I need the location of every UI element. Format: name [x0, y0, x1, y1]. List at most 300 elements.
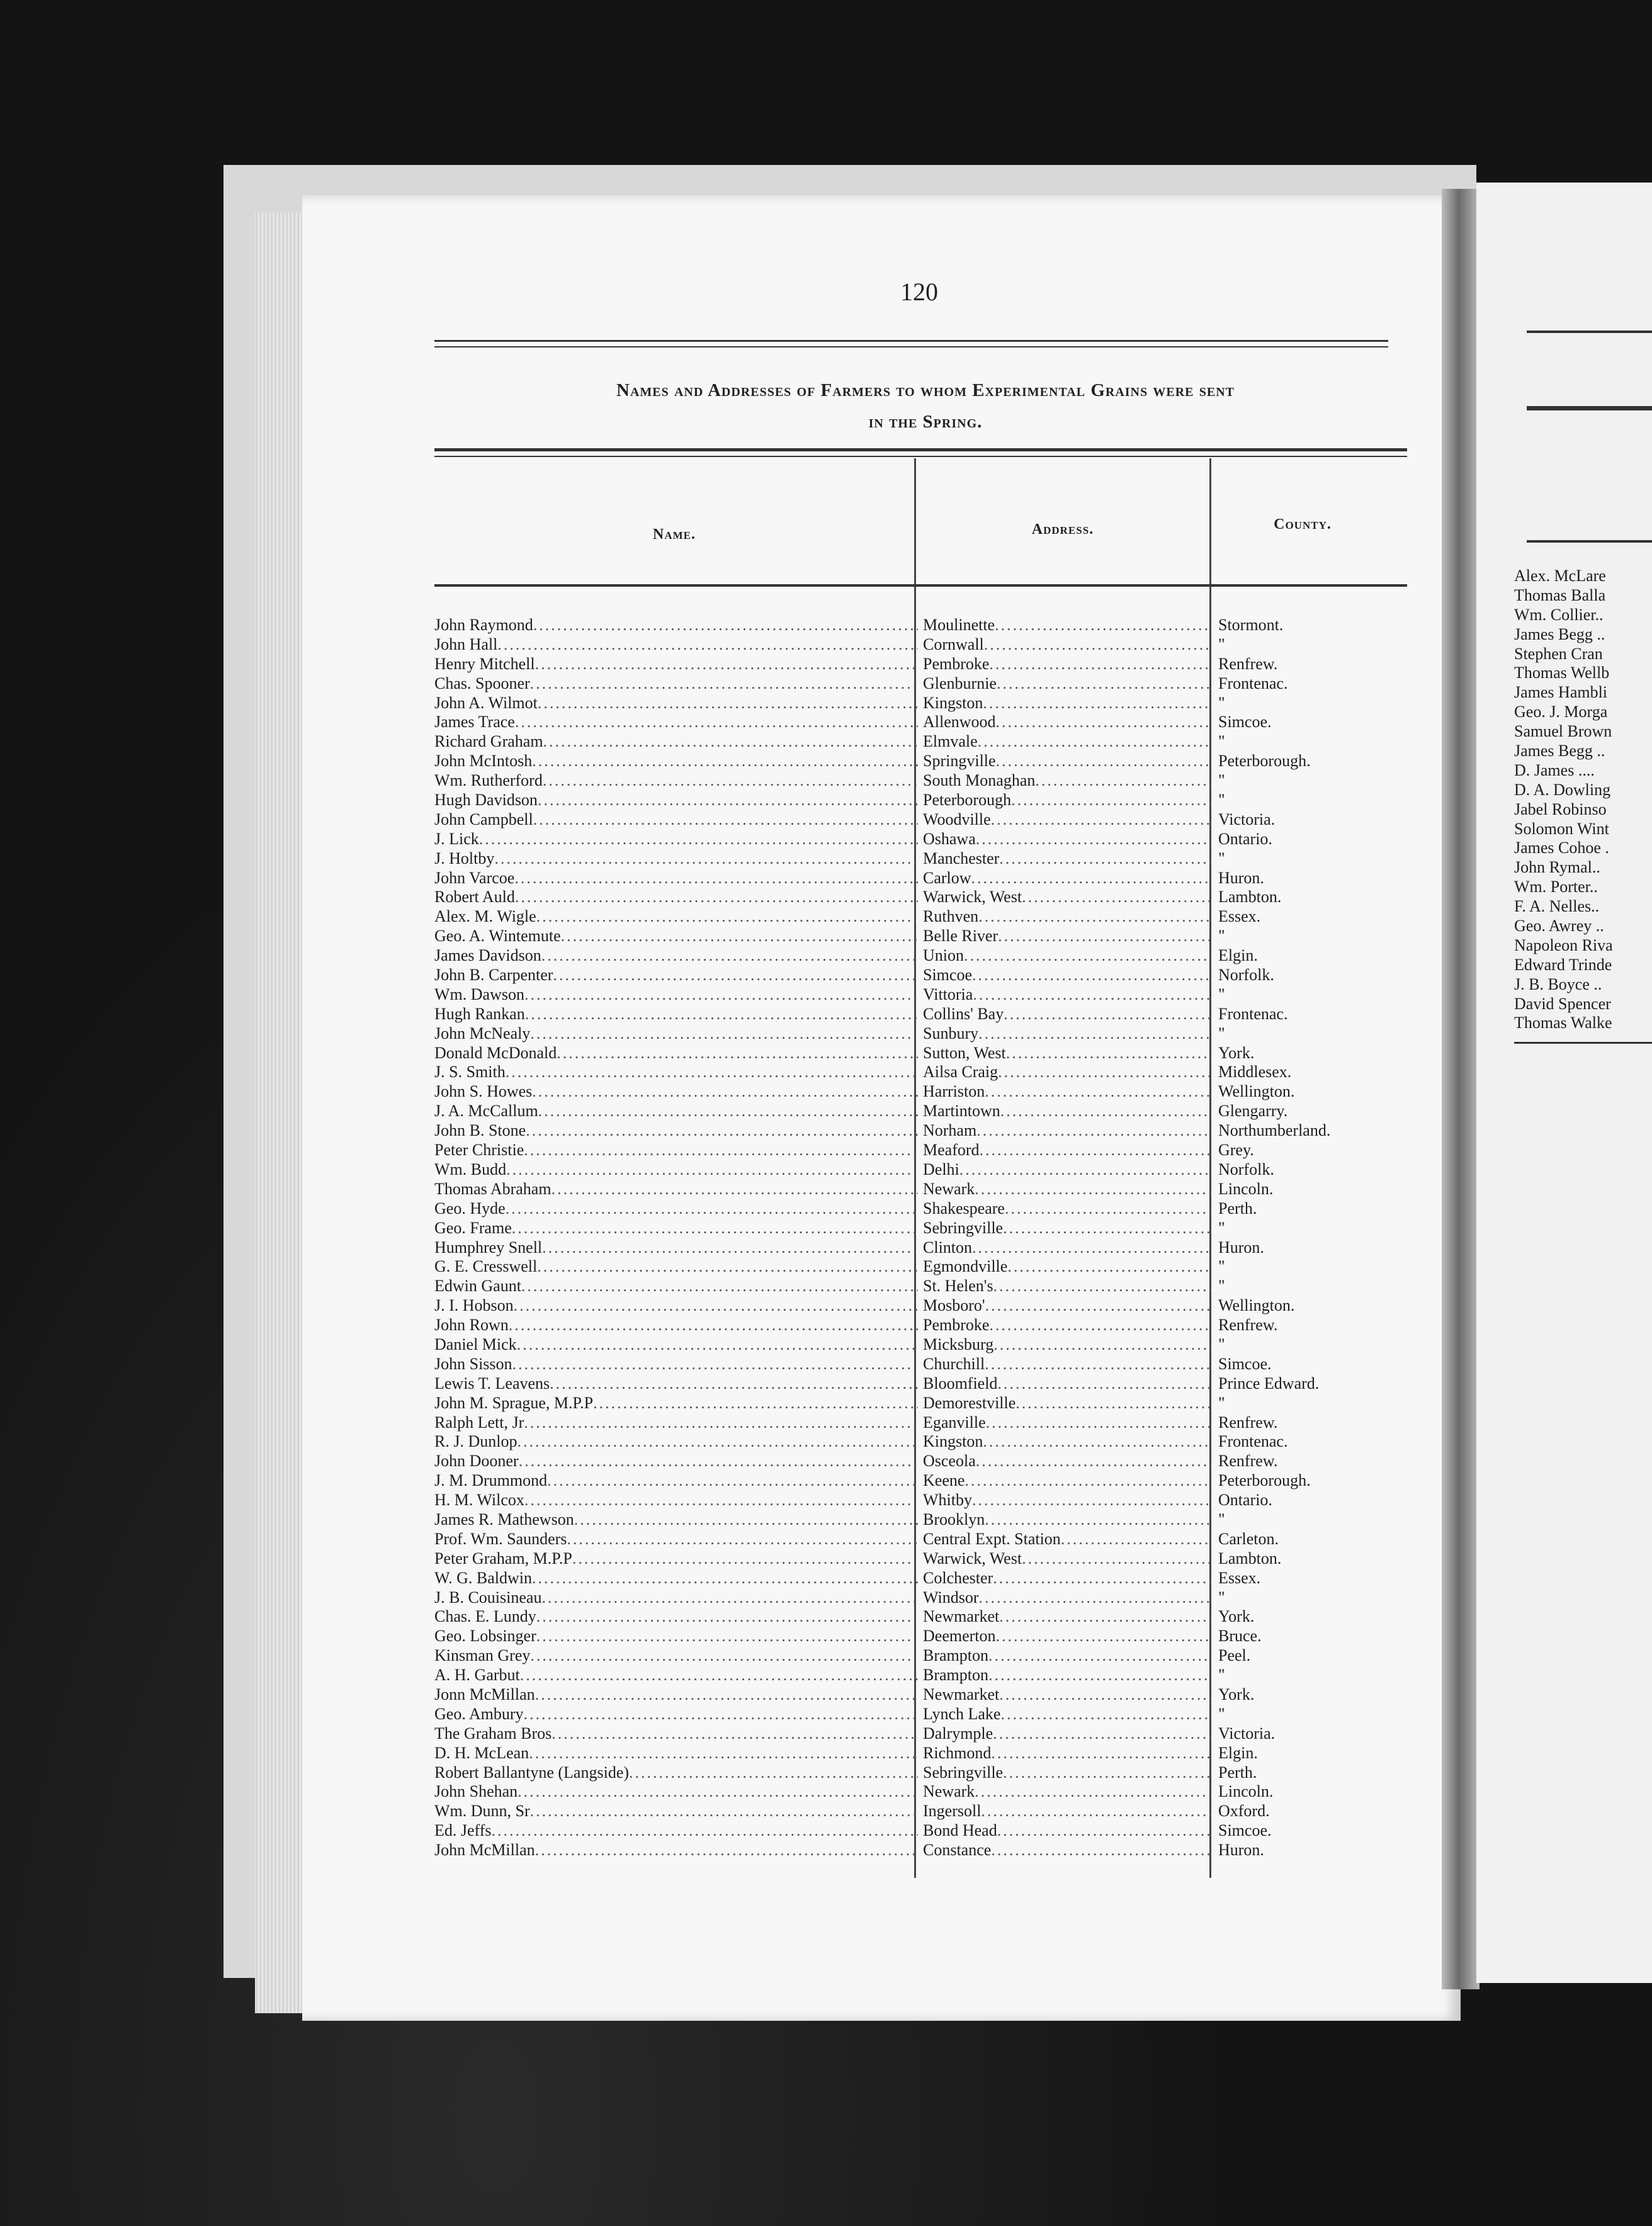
county-cell	[1218, 1005, 1401, 1024]
dot-leader	[512, 1219, 918, 1238]
farmer-table-body	[434, 616, 1391, 1860]
table-row	[434, 1355, 1391, 1374]
dot-leader	[1011, 791, 1211, 810]
dot-leader	[1000, 1102, 1211, 1121]
address-text: Elmvale	[923, 732, 978, 751]
address-cell	[923, 1238, 1211, 1258]
name-text: John Dooner	[434, 1452, 519, 1471]
address-cell	[923, 752, 1211, 771]
dot-leader	[542, 1238, 918, 1258]
name-text: Geo. A. Wintemute	[434, 927, 561, 946]
address-cell	[923, 1685, 1211, 1705]
dot-leader	[975, 1782, 1211, 1802]
county-text: Victoria.	[1218, 1724, 1276, 1743]
table-row	[434, 1782, 1391, 1802]
county-cell	[1218, 907, 1401, 927]
table-row	[434, 1257, 1391, 1277]
name-text: John A. Wilmot	[434, 693, 538, 712]
address-text: Keene	[923, 1471, 965, 1490]
facing-page-name: Alex. McLare	[1514, 567, 1606, 585]
dot-leader	[532, 752, 918, 771]
county-cell	[1218, 1666, 1401, 1685]
address-cell	[923, 1355, 1211, 1374]
dot-leader	[506, 1199, 918, 1219]
name-text: Chas. Spooner	[434, 674, 530, 692]
address-text: Newmarket	[923, 1607, 1000, 1626]
facing-page-name: James Begg ..	[1514, 742, 1605, 760]
dot-leader	[996, 1627, 1211, 1646]
address-cell	[923, 635, 1211, 655]
name-cell	[434, 1782, 918, 1802]
table-row	[434, 732, 1391, 752]
name-cell	[434, 1763, 918, 1783]
name-text: John S. Howes	[434, 1082, 533, 1101]
address-text: St. Helen's	[923, 1277, 993, 1296]
table-row	[434, 1063, 1391, 1082]
address-text: Sutton, West	[923, 1043, 1006, 1062]
address-cell	[923, 1802, 1211, 1821]
address-text: Clinton	[923, 1238, 973, 1257]
address-text: Shakespeare	[923, 1199, 1005, 1218]
dot-leader	[541, 946, 918, 966]
county-cell	[1218, 732, 1401, 752]
table-row	[434, 1082, 1391, 1102]
table-row	[434, 1141, 1391, 1160]
name-text: John B. Carpenter	[434, 966, 553, 985]
name-cell	[434, 1607, 918, 1627]
address-cell	[923, 1569, 1211, 1588]
table-row	[434, 1180, 1391, 1199]
address-cell	[923, 1432, 1211, 1452]
name-cell	[434, 1063, 918, 1082]
name-text: A. H. Garbut	[434, 1666, 520, 1685]
facing-page-name: Edward Trinde	[1514, 955, 1612, 974]
county-cell	[1218, 1180, 1401, 1199]
dot-leader	[976, 830, 1211, 849]
table-row	[434, 1413, 1391, 1433]
name-cell	[434, 907, 918, 927]
dot-leader	[536, 907, 918, 927]
dot-leader	[543, 732, 918, 752]
dot-leader	[1022, 888, 1211, 907]
county-cell	[1218, 1082, 1401, 1102]
address-cell	[923, 1394, 1211, 1413]
dot-leader	[535, 1841, 918, 1860]
dot-leader	[629, 1763, 918, 1783]
dot-leader	[518, 1782, 918, 1802]
county-text: Essex.	[1218, 907, 1261, 926]
dot-leader	[561, 927, 918, 946]
address-cell	[923, 1782, 1211, 1802]
dot-leader	[514, 869, 918, 888]
dot-leader	[993, 1724, 1211, 1744]
table-row	[434, 1199, 1391, 1219]
name-cell	[434, 752, 918, 771]
county-cell	[1218, 655, 1401, 674]
address-text: Glenburnie	[923, 674, 997, 692]
name-text: John Campbell	[434, 810, 533, 828]
name-cell	[434, 1394, 918, 1413]
address-text: Norham	[923, 1121, 977, 1140]
facing-page-name: D. A. Dowling	[1514, 780, 1611, 799]
county-cell	[1218, 869, 1401, 888]
county-text: Simcoe.	[1218, 713, 1272, 732]
address-cell	[923, 1744, 1211, 1763]
name-text: D. H. McLean	[434, 1743, 529, 1762]
dot-leader	[1007, 1257, 1211, 1277]
name-text: Richard Graham	[434, 732, 543, 751]
table-row	[434, 1296, 1391, 1316]
table-row	[434, 985, 1391, 1005]
address-text: Egmondville	[923, 1257, 1008, 1276]
name-text: John Hall	[434, 635, 498, 653]
county-cell	[1218, 1821, 1401, 1841]
address-text: Manchester	[923, 849, 1000, 867]
county-cell	[1218, 752, 1401, 771]
name-text: James Trace	[434, 713, 515, 732]
table-row	[434, 888, 1391, 907]
table-row	[434, 966, 1391, 985]
address-cell	[923, 1705, 1211, 1724]
table-row	[434, 810, 1391, 830]
county-cell	[1218, 674, 1401, 694]
county-cell	[1218, 1452, 1401, 1471]
dot-leader	[972, 966, 1211, 985]
address-cell	[923, 1413, 1211, 1433]
table-row	[434, 1705, 1391, 1724]
dot-leader	[526, 1121, 918, 1141]
address-text: Deemerton	[923, 1627, 996, 1646]
name-cell	[434, 1160, 918, 1180]
county-text: Lambton.	[1218, 1549, 1282, 1568]
facing-page-name: James Cohoe .	[1514, 839, 1609, 857]
dot-leader	[557, 1044, 918, 1063]
address-cell	[923, 1005, 1211, 1024]
name-text: Thomas Abraham	[434, 1179, 552, 1198]
dot-leader	[552, 1724, 918, 1744]
dot-leader	[1003, 1219, 1211, 1238]
table-row	[434, 1394, 1391, 1413]
table-row	[434, 1374, 1391, 1394]
table-row	[434, 1024, 1391, 1044]
dot-leader	[593, 1394, 918, 1413]
dot-leader	[986, 1413, 1211, 1433]
county-text: Perth.	[1218, 1763, 1257, 1782]
table-row	[434, 713, 1391, 732]
name-text: Edwin Gaunt	[434, 1277, 521, 1296]
county-text: Huron.	[1218, 1841, 1264, 1860]
table-row	[434, 655, 1391, 674]
facing-page-name: Solomon Wint	[1514, 819, 1609, 838]
dot-leader	[479, 830, 918, 849]
county-cell	[1218, 849, 1401, 869]
county-cell	[1218, 1160, 1401, 1180]
address-cell	[923, 946, 1211, 966]
name-text: Hugh Rankan	[434, 1004, 525, 1023]
dot-leader	[525, 1005, 918, 1024]
dot-leader	[1061, 1530, 1211, 1549]
name-text: Donald McDonald	[434, 1043, 557, 1062]
county-text: Prince Edward.	[1218, 1374, 1320, 1393]
header-bottom-rule	[434, 584, 1407, 587]
name-text: The Graham Bros	[434, 1724, 552, 1743]
address-text: Micksburg	[923, 1335, 994, 1353]
name-cell	[434, 1141, 918, 1160]
name-cell	[434, 1530, 918, 1549]
county-text: "	[1218, 791, 1225, 810]
address-text: Whitby	[923, 1491, 972, 1510]
county-text: Renfrew.	[1218, 654, 1278, 673]
name-text: Robert Ballantyne (Langside)	[434, 1763, 630, 1782]
address-text: Sebringville	[923, 1218, 1004, 1237]
address-cell	[923, 869, 1211, 888]
dot-leader	[530, 1646, 918, 1666]
name-cell	[434, 1802, 918, 1821]
address-cell	[923, 1180, 1211, 1199]
dot-leader	[991, 1744, 1211, 1763]
county-text: "	[1218, 1588, 1225, 1607]
dot-leader	[993, 1569, 1211, 1588]
facing-page	[1476, 183, 1652, 1983]
dot-leader	[991, 1841, 1211, 1860]
county-cell	[1218, 1569, 1401, 1588]
name-cell	[434, 966, 918, 985]
county-text: Glengarry.	[1218, 1102, 1288, 1121]
address-text: Bloomfield	[923, 1374, 998, 1393]
column-header-address: Address.	[1031, 521, 1094, 538]
dot-leader	[512, 1355, 918, 1374]
header-rule-top	[434, 340, 1388, 342]
name-text: J. Lick	[434, 829, 479, 848]
table-row	[434, 1219, 1391, 1238]
name-text: Wm. Rutherford	[434, 771, 543, 790]
name-cell	[434, 771, 918, 791]
county-cell	[1218, 1841, 1401, 1860]
county-text: Perth.	[1218, 1199, 1257, 1218]
county-text: Lincoln.	[1218, 1179, 1274, 1198]
dot-leader	[979, 1588, 1212, 1608]
name-text: Ed. Jeffs	[434, 1821, 492, 1840]
dot-leader	[541, 1588, 918, 1608]
name-cell	[434, 985, 918, 1005]
name-text: John B. Stone	[434, 1121, 526, 1140]
dot-leader	[972, 1491, 1211, 1510]
table-row	[434, 1530, 1391, 1549]
address-text: Demorestville	[923, 1393, 1016, 1412]
table-row	[434, 616, 1391, 635]
table-row	[434, 927, 1391, 946]
address-text: Peterborough	[923, 791, 1012, 810]
table-row	[434, 1685, 1391, 1705]
name-cell	[434, 830, 918, 849]
address-cell	[923, 966, 1211, 985]
county-text: Renfrew.	[1218, 1413, 1278, 1432]
name-cell	[434, 1102, 918, 1121]
name-text: Wm. Dunn, Sr	[434, 1802, 530, 1821]
dot-leader	[517, 1335, 918, 1355]
dot-leader	[543, 771, 918, 791]
address-text: South Monaghan	[923, 771, 1036, 790]
address-text: Pembroke	[923, 1316, 990, 1335]
county-text: Lambton.	[1218, 888, 1282, 907]
table-row	[434, 1646, 1391, 1666]
name-text: John Varcoe	[434, 868, 515, 887]
county-text: Carleton.	[1218, 1529, 1279, 1548]
county-text: Middlesex.	[1218, 1063, 1292, 1082]
dot-leader	[506, 1160, 918, 1180]
table-row	[434, 1491, 1391, 1510]
address-cell	[923, 1219, 1211, 1238]
dot-leader	[1000, 1705, 1211, 1724]
name-text: J. Holtby	[434, 849, 495, 867]
facing-page-name: Geo. J. Morga	[1514, 703, 1608, 721]
facing-page-name: J. B. Boyce ..	[1514, 975, 1602, 993]
dot-leader	[991, 810, 1211, 830]
address-text: Central Expt. Station	[923, 1529, 1061, 1548]
table-row	[434, 1121, 1391, 1141]
address-text: Dalrymple	[923, 1724, 993, 1743]
name-cell	[434, 655, 918, 674]
dot-leader	[567, 1530, 918, 1549]
name-text: Humphrey Snell	[434, 1238, 543, 1257]
dot-leader	[978, 732, 1211, 752]
county-cell	[1218, 1588, 1401, 1608]
dot-leader	[988, 1646, 1211, 1666]
facing-page-rule	[1527, 406, 1652, 410]
county-cell	[1218, 1607, 1401, 1627]
county-text: Victoria.	[1218, 810, 1276, 828]
address-cell	[923, 674, 1211, 694]
dot-leader	[985, 1355, 1211, 1374]
name-text: Daniel Mick	[434, 1335, 517, 1353]
county-cell	[1218, 1374, 1401, 1394]
dot-leader	[536, 1627, 918, 1646]
dot-leader	[985, 1296, 1211, 1316]
dot-leader	[514, 1296, 918, 1316]
county-cell	[1218, 1413, 1401, 1433]
name-cell	[434, 1277, 918, 1296]
dot-leader	[993, 1277, 1211, 1296]
county-text: Bruce.	[1218, 1627, 1262, 1646]
county-cell	[1218, 1627, 1401, 1646]
county-cell	[1218, 1549, 1401, 1569]
dot-leader	[997, 1374, 1211, 1394]
dot-leader	[983, 694, 1211, 713]
name-text: Jonn McMillan	[434, 1685, 535, 1703]
address-cell	[923, 616, 1211, 635]
name-cell	[434, 1549, 918, 1569]
county-text: Huron.	[1218, 868, 1264, 887]
dot-leader	[529, 1744, 918, 1763]
name-text: Hugh Davidson	[434, 791, 538, 810]
dot-leader	[989, 1316, 1211, 1335]
address-text: Constance	[923, 1841, 992, 1860]
county-text: Frontenac.	[1218, 1432, 1288, 1451]
name-text: John Sisson	[434, 1354, 512, 1373]
name-text: John McNealy	[434, 1024, 531, 1042]
county-cell	[1218, 1530, 1401, 1549]
dot-leader	[553, 966, 918, 985]
table-row	[434, 1316, 1391, 1335]
county-text: Lincoln.	[1218, 1782, 1274, 1801]
table-top-rule-thin	[434, 456, 1407, 457]
address-text: Eganville	[923, 1413, 986, 1432]
name-text: Chas. E. Lundy	[434, 1607, 536, 1626]
address-cell	[923, 1160, 1211, 1180]
name-cell	[434, 869, 918, 888]
address-text: Lynch Lake	[923, 1704, 1001, 1723]
address-cell	[923, 927, 1211, 946]
name-text: W. G. Baldwin	[434, 1568, 533, 1587]
dot-leader	[965, 1471, 1211, 1491]
address-cell	[923, 791, 1211, 810]
address-cell	[923, 1082, 1211, 1102]
county-text: "	[1218, 1024, 1225, 1042]
dot-leader	[998, 927, 1211, 946]
address-cell	[923, 1646, 1211, 1666]
county-cell	[1218, 1024, 1401, 1044]
county-text: Ontario.	[1218, 1491, 1272, 1510]
county-text: Wellington.	[1218, 1296, 1295, 1315]
dot-leader	[993, 1335, 1211, 1355]
column-header-county: County.	[1274, 516, 1332, 533]
dot-leader	[988, 1666, 1211, 1685]
name-cell	[434, 1685, 918, 1705]
name-text: Henry Mitchell	[434, 654, 535, 673]
address-cell	[923, 1199, 1211, 1219]
county-cell	[1218, 635, 1401, 655]
table-row	[434, 752, 1391, 771]
county-text: "	[1218, 1510, 1225, 1528]
county-cell	[1218, 1744, 1401, 1763]
address-text: Ailsa Craig	[923, 1063, 999, 1082]
county-cell	[1218, 713, 1401, 732]
facing-page-list	[1514, 567, 1652, 1033]
dot-leader	[976, 1121, 1211, 1141]
address-text: Warwick, West	[923, 1549, 1022, 1568]
dot-leader	[978, 907, 1211, 927]
page-number: 120	[900, 278, 938, 306]
dot-leader	[1004, 1005, 1211, 1024]
facing-page-name: Samuel Brown	[1514, 722, 1612, 741]
name-cell	[434, 1724, 918, 1744]
address-text: Newark	[923, 1179, 975, 1198]
dot-leader	[547, 1471, 918, 1491]
dot-leader	[1016, 1394, 1211, 1413]
county-cell	[1218, 966, 1401, 985]
address-cell	[923, 1763, 1211, 1783]
dot-leader	[537, 1257, 918, 1277]
dot-leader	[995, 616, 1211, 635]
dot-leader	[1006, 1044, 1211, 1063]
county-text: Norfolk.	[1218, 966, 1274, 985]
address-cell	[923, 1452, 1211, 1471]
name-cell	[434, 616, 918, 635]
address-text: Colchester	[923, 1568, 993, 1587]
name-text: John Raymond	[434, 616, 533, 634]
county-text: "	[1218, 771, 1225, 790]
county-cell	[1218, 1491, 1401, 1510]
county-cell	[1218, 1471, 1401, 1491]
name-cell	[434, 927, 918, 946]
dot-leader	[971, 869, 1211, 888]
county-text: York.	[1218, 1607, 1255, 1626]
county-cell	[1218, 1355, 1401, 1374]
name-cell	[434, 1705, 918, 1724]
dot-leader	[524, 985, 918, 1005]
address-text: Martintown	[923, 1102, 1000, 1121]
address-cell	[923, 1841, 1211, 1860]
